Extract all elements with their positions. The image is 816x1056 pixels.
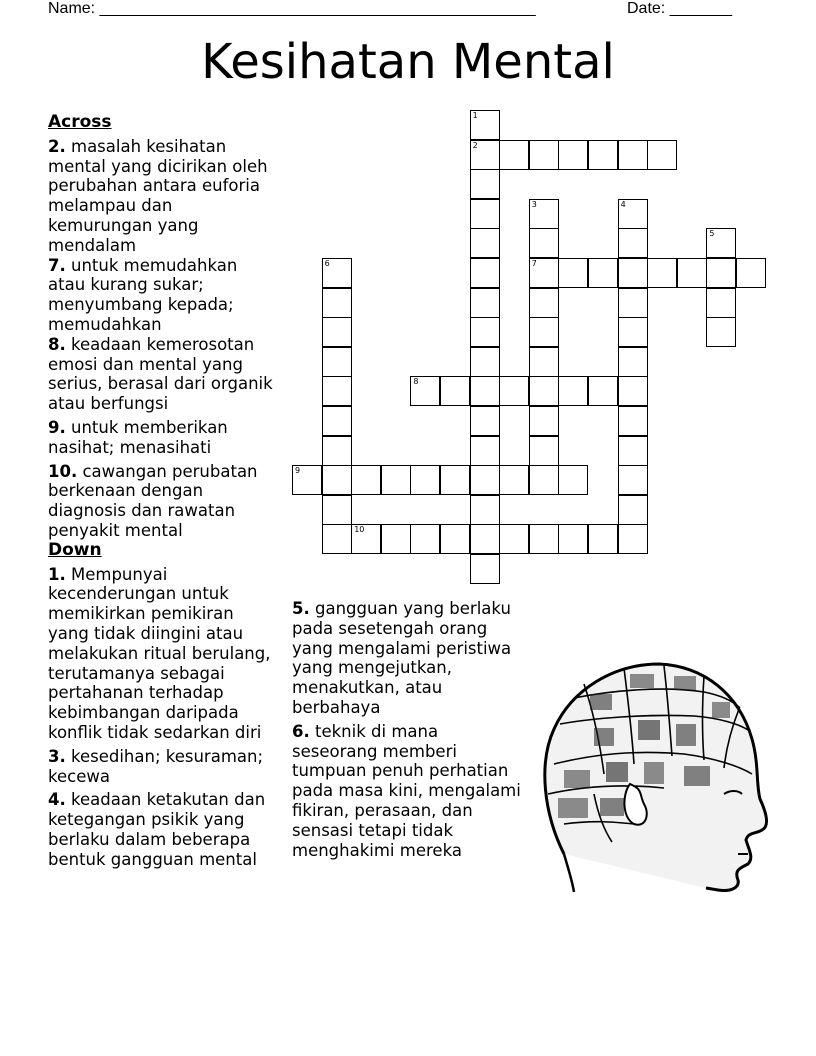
across-clues (48, 113, 276, 873)
cell-number: 9 (295, 466, 301, 476)
grid-cell[interactable] (618, 258, 648, 288)
cell-number: 10 (354, 525, 365, 535)
grid-cell[interactable] (618, 406, 648, 436)
grid-cell[interactable] (647, 140, 677, 170)
grid-cell[interactable] (322, 436, 352, 466)
across-heading: Across (48, 112, 112, 132)
grid-cell[interactable] (322, 317, 352, 347)
cell-number: 5 (709, 229, 715, 239)
clue-across-2: 2. masalah kesihatan mental yang dicirikan oleh perubahan antara euforia melampau dan kemurungan yang mendalam (48, 136, 268, 255)
grid-cell[interactable] (292, 465, 322, 495)
grid-cell[interactable] (470, 110, 500, 140)
grid-cell[interactable] (470, 228, 500, 258)
date-field[interactable]: Date: _______ (627, 0, 732, 17)
grid-cell[interactable] (470, 524, 500, 554)
cell-number: 2 (472, 140, 478, 150)
grid-cell[interactable] (499, 376, 529, 406)
grid-cell[interactable] (588, 376, 618, 406)
grid-cell[interactable] (529, 465, 559, 495)
grid-cell[interactable] (351, 524, 381, 554)
grid-cell[interactable] (470, 436, 500, 466)
grid-cell[interactable] (706, 317, 736, 347)
grid-cell[interactable] (618, 465, 648, 495)
grid-cell[interactable] (410, 465, 440, 495)
cell-number: 6 (324, 259, 330, 268)
grid-cell[interactable] (322, 465, 352, 495)
grid-cell[interactable] (558, 140, 588, 170)
grid-cell[interactable] (647, 258, 677, 288)
grid-cell[interactable] (618, 347, 648, 377)
grid-cell[interactable] (470, 169, 500, 199)
grid-cell[interactable] (470, 258, 500, 288)
cell-number: 7 (531, 259, 537, 268)
grid-cell[interactable] (618, 317, 648, 347)
grid-cell[interactable] (499, 524, 529, 554)
grid-cell[interactable] (470, 199, 500, 229)
grid-cell[interactable] (499, 465, 529, 495)
grid-cell[interactable] (470, 465, 500, 495)
clue-down-5: 5. gangguan yang berlaku pada sesetengah orang yang mengalami peristiwa yang mengejutkan, menakutkan, atau berbahaya (292, 599, 512, 717)
grid-cell[interactable] (381, 465, 411, 495)
clue-down-1: 1. Mempunyai kecenderungan untuk memikirkan pemikiran yang tidak diingini atau melakukan ritual berulang, terutamanya sebagai pertahanan terhadap kebimbangan daripada konflik tidak sedarkan diri (48, 564, 271, 742)
grid-cell[interactable] (736, 258, 766, 288)
grid-cell[interactable] (529, 199, 559, 229)
clue-across-8: 8. keadaan kemerosotan emosi dan mental yang serius, berasal dari organik atau berfungsi (48, 334, 273, 414)
grid-cell[interactable] (410, 376, 440, 406)
grid-cell[interactable] (706, 288, 736, 318)
grid-cell[interactable] (410, 524, 440, 554)
name-field[interactable]: Name: _________________________________________________ (48, 0, 536, 17)
grid-cell[interactable] (381, 524, 411, 554)
grid-cell[interactable] (558, 258, 588, 288)
grid-cell[interactable] (440, 524, 470, 554)
grid-cell[interactable] (529, 524, 559, 554)
grid-cell[interactable] (470, 406, 500, 436)
grid-cell[interactable] (322, 288, 352, 318)
grid-cell[interactable] (322, 258, 352, 288)
grid-cell[interactable] (322, 495, 352, 525)
grid-cell[interactable] (706, 228, 736, 258)
grid-cell[interactable] (470, 495, 500, 525)
grid-cell[interactable] (470, 140, 500, 170)
grid-cell[interactable] (529, 317, 559, 347)
grid-cell[interactable] (618, 495, 648, 525)
grid-cell[interactable] (440, 465, 470, 495)
grid-cell[interactable] (558, 376, 588, 406)
clue-across-10: 10. cawangan perubatan berkenaan dengan diagnosis dan rawatan penyakit mental (48, 461, 258, 540)
grid-cell[interactable] (618, 436, 648, 466)
grid-cell[interactable] (618, 140, 648, 170)
grid-cell[interactable] (529, 228, 559, 258)
grid-cell[interactable] (588, 524, 618, 554)
clue-across-9: 9. untuk memberikan nasihat; menasihati (48, 417, 228, 457)
grid-cell[interactable] (351, 465, 381, 495)
grid-cell[interactable] (322, 406, 352, 436)
grid-cell[interactable] (322, 524, 352, 554)
down-clues-continued (292, 599, 528, 864)
clue-down-4: 4. keadaan ketakutan dan ketegangan psikik yang berlaku dalam beberapa bentuk gangguan mental (48, 790, 266, 869)
cell-number: 3 (531, 199, 537, 209)
grid-cell[interactable] (470, 376, 500, 406)
grid-cell[interactable] (322, 376, 352, 406)
grid-cell[interactable] (529, 436, 559, 466)
grid-cell[interactable] (618, 228, 648, 258)
grid-cell[interactable] (499, 140, 529, 170)
grid-cell[interactable] (618, 288, 648, 318)
grid-cell[interactable] (588, 140, 618, 170)
cell-number: 4 (620, 199, 626, 209)
cell-number: 1 (472, 111, 478, 120)
grid-cell[interactable] (529, 406, 559, 436)
grid-cell[interactable] (558, 524, 588, 554)
phrenology-head-illustration (534, 654, 774, 896)
clue-down-6: 6. teknik di mana seseorang memberi tumpuan penuh perhatian pada masa kini, mengalami fikiran, perasaan, dan sensasi tetapi tidak menghakimi mereka (292, 721, 521, 860)
page-title: Kesihatan Mental (201, 34, 615, 90)
grid-cell[interactable] (470, 347, 500, 377)
grid-cell[interactable] (706, 258, 736, 288)
grid-cell[interactable] (529, 140, 559, 170)
grid-cell[interactable] (322, 347, 352, 377)
clue-down-3: 3. kesedihan; kesuraman; kecewa (48, 746, 264, 786)
grid-cell[interactable] (618, 199, 648, 229)
grid-cell[interactable] (529, 258, 559, 288)
grid-cell[interactable] (529, 347, 559, 377)
grid-cell[interactable] (470, 554, 500, 584)
cell-number: 8 (413, 377, 419, 387)
down-heading: Down (48, 539, 102, 560)
grid-cell[interactable] (470, 317, 500, 347)
grid-cell[interactable] (618, 376, 648, 406)
grid-cell[interactable] (529, 288, 559, 318)
grid-cell[interactable] (588, 258, 618, 288)
grid-cell[interactable] (618, 524, 648, 554)
grid-cell[interactable] (529, 376, 559, 406)
grid-cell[interactable] (558, 465, 588, 495)
grid-cell[interactable] (440, 376, 470, 406)
grid-cell[interactable] (470, 288, 500, 318)
grid-cell[interactable] (677, 258, 707, 288)
clue-across-7: 7. untuk memudahkan atau kurang sukar; menyumbang kepada; memudahkan (48, 255, 238, 334)
